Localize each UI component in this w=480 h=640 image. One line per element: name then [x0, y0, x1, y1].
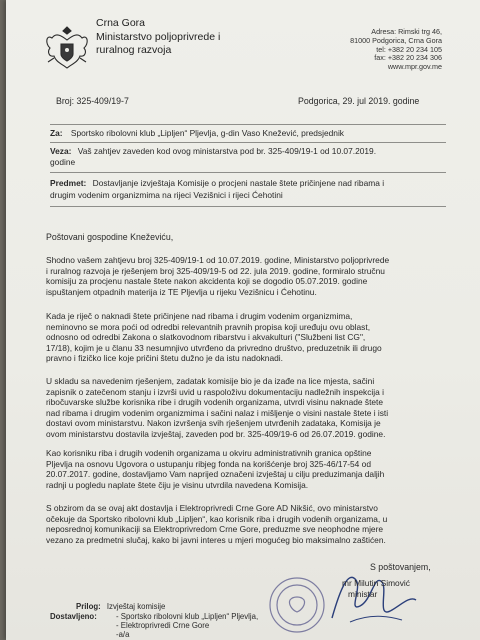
paragraph-5	[46, 503, 387, 545]
paragraph-line: dostavi ovom ministarstvu. Nakon izvršenja svih rješenjem utvrđenih zadataka, Komisija je	[46, 418, 381, 429]
signatory-name: mr Milutin Simović	[342, 578, 410, 588]
address-line: Adresa: Rimski trg 46,	[371, 27, 442, 36]
phone-line: tel: +382 20 234 105	[376, 44, 442, 54]
reference-row	[50, 146, 376, 157]
divider	[50, 142, 446, 143]
reference-text-cont: godine	[50, 157, 76, 167]
paragraph-2	[46, 311, 382, 364]
closing: S poštovanjem,	[370, 562, 431, 572]
divider	[50, 172, 446, 173]
address-line: 81000 Podgorica, Crna Gora	[350, 35, 442, 45]
paragraph-line: Kada je riječ o naknadi štete pričinjene nad ribama i drugim vodenim organizmima,	[46, 311, 353, 321]
paragraph-line: radnji u pogledu naplate štete čiju je visinu utvrdila navedena Komisija.	[46, 479, 309, 490]
distribution-item: - Elektroprivredi Crne Gore	[116, 621, 210, 630]
paragraph-line: 20.07.2017. godine, dostavljamo Vam naprijed označeni izvještaj u cilju preduzimanja daljih	[46, 469, 385, 480]
paragraph-line: ribočuvarske službe korisnika ribe i drugih vodenih organizama, utvrdi visinu naknade štete	[46, 397, 384, 408]
letter-page	[6, 0, 480, 640]
place-date: Podgorica, 29. jul 2019. godine	[298, 96, 420, 106]
paragraph-line: Kao korisniku riba i drugih vodenih organizama u okviru administrativnih granica opštine	[46, 448, 372, 458]
paragraph-line: vezano za predmetni slučaj, kako bi javni interes u mjeri mogućeg bio maksimalno zaštićen.	[46, 534, 386, 545]
org-ministry: Ministarstvo poljoprivrede i	[96, 31, 221, 43]
prilog-label: Prilog:	[76, 602, 101, 611]
paragraph-line: ovom ministarstvu dostavila izvještaj, zaveden pod br. 325-409/19-6 od 26.07.2019. godine.	[46, 428, 386, 439]
signatory-title: ministar	[348, 589, 378, 599]
paragraph-line: 17/18), kojim je u članu 33 nesumnjivo utvrđeno da privredno društvo, preduzetnik ili drugo	[46, 342, 382, 353]
paragraph-line: zapisnik o zatečenom stanju i izvrši uvid u raspoloživu dokumentaciju nadležnih inspekcija i	[46, 386, 384, 397]
subject-row	[50, 178, 384, 189]
recipient-text: Sportsko ribolovni klub „Lipljen“ Pljevlja, g-din Vaso Knežević, predsjednik	[70, 128, 344, 138]
subject-text-cont: drugim vodenim organizmima na rijeci Vezišnici i rijeci Ćehotini	[50, 190, 283, 200]
org-ministry-2: ruralnog razvoja	[96, 44, 172, 56]
paragraph-line: neposrednoj komunikaciji sa Elektroprivredom Crne Gore, preduzme sve neophodne mjere	[46, 524, 384, 535]
paragraph-line: komisiju za procjenu nastale štete nakon akcidenta koji se dogodio 05.07.2019. godine	[46, 276, 368, 287]
address-block	[292, 28, 442, 72]
paragraph-line: ispuštanjem otpadnih materija iz TE Pljevlja u rijeku Vezišnicu i Ćehotinu.	[46, 286, 317, 297]
dostavljeno-label: Dostavljeno:	[50, 612, 97, 621]
paragraph-3	[46, 376, 388, 440]
distribution-item: - Sportsko ribolovni klub „Lipljen“ Pljevlja,	[116, 612, 259, 621]
distribution-list	[116, 612, 258, 639]
paragraph-line: Shodno vašem zahtjevu broj 325-409/19-1 od 10.07.2019. godine, Ministarstvo poljoprivrede	[46, 255, 390, 265]
website-link[interactable]: www.mpr.gov.me	[387, 62, 442, 72]
paragraph-line: i ruralnog razvoja je rješenjem broj 325-409/19-5 od 22. jula 2019. godine, formiralo stručnu	[46, 265, 385, 276]
veza-label: Veza:	[50, 146, 72, 156]
za-label: Za:	[50, 128, 63, 138]
salutation: Poštovani gospodine Kneževiću,	[46, 232, 174, 242]
paragraph-line: nad ribama i drugim vodenim organizmima i sačini nalaz i mišljenje o visini nastale štete i isti	[46, 407, 389, 418]
paragraph-line: očekuje da Sportsko ribolovni klub „Lipljen“, kao korisnik riba i drugih vodenih organizama, u	[46, 513, 388, 524]
attachment-row	[76, 602, 165, 611]
paragraph-line: U skladu sa navedenim rješenjem, zadatak komisije bio je da izađe na lice mjesta, sačini	[46, 376, 375, 386]
attachment-text: Izvještaj komisije	[106, 602, 166, 611]
paragraph-4	[46, 448, 384, 490]
distribution-item: -a/a	[116, 630, 130, 639]
subject-text: Dostavljanje izvještaja Komisije o procjeni nastale štete pričinjene nad ribama i	[92, 178, 385, 188]
divider	[50, 124, 446, 125]
recipient-row	[50, 128, 344, 139]
coat-of-arms-icon	[42, 24, 92, 72]
paragraph-line: Pljevlja na osnovu Ugovora o ustupanju ribjeg fonda na korišćenje broj 325-46/17-54 od	[46, 458, 371, 469]
paragraph-line: neminovno se mora poći od odredbi relevantnih pravnih propisa koji uređuju ovu oblast,	[46, 321, 371, 332]
predmet-label: Predmet:	[50, 178, 87, 188]
fax-line: fax: +382 20 234 306	[374, 53, 442, 63]
paragraph-line: pravno i fizičko lice koje pričini štetu dužno je da istu nadoknadi.	[46, 353, 283, 364]
org-country: Crna Gora	[96, 17, 146, 29]
paragraph-line: odnosno od odredbi Zakona o slatkovodnom ribarstvu i akvakulturi ("Službeni list CG",	[46, 332, 366, 343]
paragraph-1	[46, 255, 389, 297]
divider	[50, 206, 446, 207]
paragraph-line: S obzirom da se ovaj akt dostavlja i Elektroprivredi Crne Gore AD Nikšić, ovo ministarstvo	[46, 503, 378, 513]
document-number: Broj: 325-409/19-7	[56, 96, 129, 106]
reference-text: Vaš zahtjev zaveden kod ovog ministarstva pod br. 325-409/19-1 od 10.07.2019.	[77, 146, 377, 156]
